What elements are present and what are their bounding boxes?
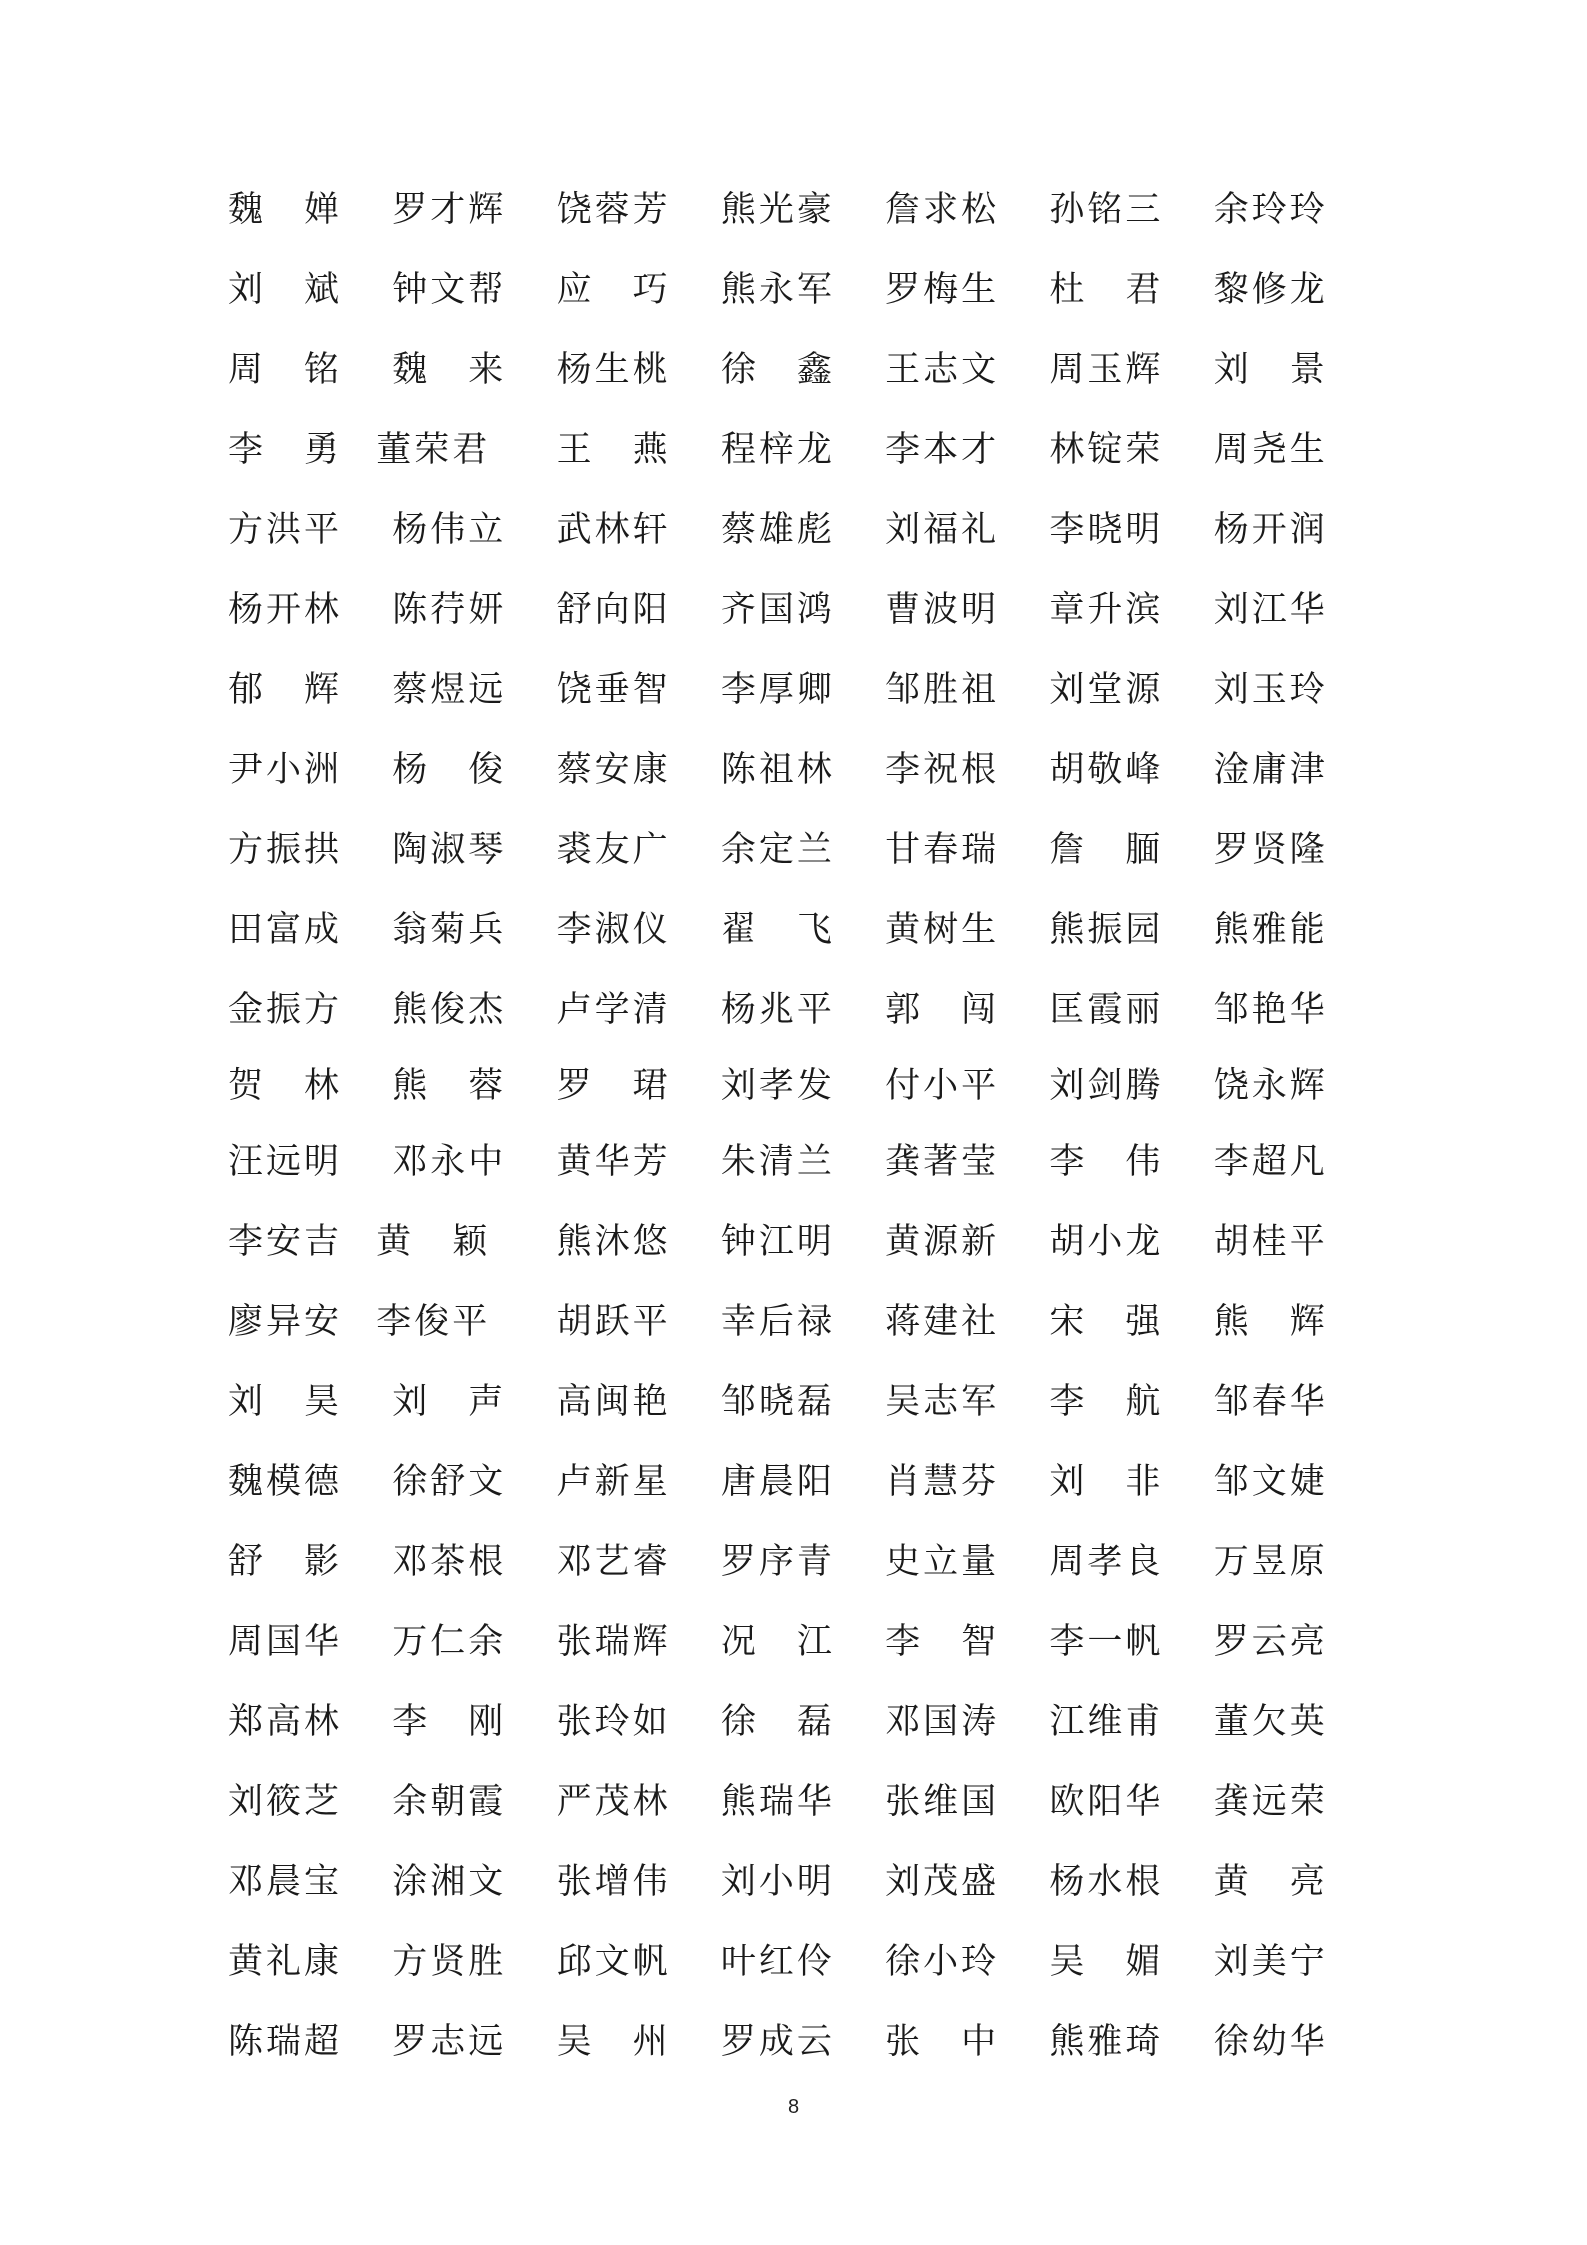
name-entry: 周 铭	[228, 349, 343, 390]
name-entry: 刘堂源	[1049, 669, 1164, 710]
name-entry: 杜 君	[1049, 269, 1164, 310]
name-entry: 黄 亮	[1213, 1861, 1328, 1902]
name-row	[228, 1682, 1378, 1762]
name-entry: 龚著莹	[885, 1141, 1000, 1182]
name-row	[228, 250, 1378, 330]
name-entry: 陈祖林	[720, 749, 835, 790]
name-entry: 刘美宁	[1213, 1941, 1328, 1982]
name-entry: 钟江明	[720, 1221, 835, 1262]
name-entry: 卢学清	[556, 989, 671, 1030]
name-entry: 刘茂盛	[885, 1861, 1000, 1902]
name-entry: 余玲玲	[1213, 189, 1328, 230]
name-entry: 涂湘文	[392, 1861, 507, 1902]
name-entry: 周国华	[228, 1621, 343, 1662]
name-entry: 郑高林	[228, 1701, 343, 1742]
name-row	[228, 650, 1378, 730]
name-entry: 李本才	[885, 429, 1000, 470]
name-entry: 熊雅能	[1213, 909, 1328, 950]
name-entry: 黄礼康	[228, 1941, 343, 1982]
name-entry: 王志文	[885, 349, 1000, 390]
name-entry: 邓国涛	[885, 1701, 1000, 1742]
name-entry: 杨 俊	[392, 749, 507, 790]
name-row	[228, 1202, 1378, 1282]
name-entry: 罗贤隆	[1213, 829, 1328, 870]
name-entry: 方洪平	[228, 509, 343, 550]
name-row	[228, 730, 1378, 810]
name-entry: 甘春瑞	[885, 829, 1000, 870]
name-entry: 刘江华	[1213, 589, 1328, 630]
name-entry: 李 智	[885, 1621, 1000, 1662]
name-entry: 齐国鸿	[720, 589, 835, 630]
name-entry: 方贤胜	[392, 1941, 507, 1982]
name-entry: 江维甫	[1049, 1701, 1164, 1742]
name-list	[228, 170, 1378, 2082]
name-entry: 蔡煜远	[392, 669, 507, 710]
name-entry: 匡霞丽	[1049, 989, 1164, 1030]
name-entry: 贺 林	[228, 1065, 343, 1106]
name-entry: 余朝霞	[392, 1781, 507, 1822]
name-entry: 周尧生	[1213, 429, 1328, 470]
name-entry: 邹艳华	[1213, 989, 1328, 1030]
name-row	[228, 1050, 1378, 1122]
name-entry: 徐舒文	[392, 1461, 507, 1502]
name-entry: 杨伟立	[392, 509, 507, 550]
name-entry: 罗志远	[392, 2021, 507, 2062]
name-entry: 詹求松	[885, 189, 1000, 230]
name-entry: 熊雅琦	[1049, 2021, 1164, 2062]
name-entry: 周孝良	[1049, 1541, 1164, 1582]
name-entry: 翟 飞	[720, 909, 835, 950]
name-entry: 邹胜祖	[885, 669, 1000, 710]
name-entry: 舒向阳	[556, 589, 671, 630]
name-entry: 李 航	[1049, 1381, 1164, 1422]
name-entry: 刘小明	[720, 1861, 835, 1902]
name-entry: 肖慧芬	[885, 1461, 1000, 1502]
name-entry: 杨水根	[1049, 1861, 1164, 1902]
name-row	[228, 1522, 1378, 1602]
name-entry: 方振拱	[228, 829, 343, 870]
name-entry: 罗才辉	[392, 189, 507, 230]
name-entry: 张 中	[885, 2021, 1000, 2062]
name-entry: 罗 珺	[556, 1065, 671, 1106]
name-entry: 刘福礼	[885, 509, 1000, 550]
name-entry: 胡桂平	[1213, 1221, 1328, 1262]
name-entry: 淦庸津	[1213, 749, 1328, 790]
name-entry: 金振方	[228, 989, 343, 1030]
name-entry: 叶红伶	[720, 1941, 835, 1982]
name-entry: 胡小龙	[1049, 1221, 1164, 1262]
name-entry: 熊永军	[720, 269, 835, 310]
name-entry: 刘玉玲	[1213, 669, 1328, 710]
name-entry: 陈瑞超	[228, 2021, 343, 2062]
name-row	[228, 170, 1378, 250]
name-row	[228, 1762, 1378, 1842]
name-entry: 吴 媚	[1049, 1941, 1164, 1982]
name-entry: 裘友广	[556, 829, 671, 870]
name-entry: 熊 蓉	[392, 1065, 507, 1106]
name-entry: 杨兆平	[720, 989, 835, 1030]
name-row	[228, 490, 1378, 570]
name-entry: 罗梅生	[885, 269, 1000, 310]
name-entry: 刘 非	[1049, 1461, 1164, 1502]
name-entry: 李超凡	[1213, 1141, 1328, 1182]
name-row	[228, 1282, 1378, 1362]
name-entry: 张瑞辉	[556, 1621, 671, 1662]
name-entry: 郁 辉	[228, 669, 343, 710]
name-entry: 熊俊杰	[392, 989, 507, 1030]
name-entry: 付小平	[885, 1065, 1000, 1106]
name-entry: 应 巧	[556, 269, 671, 310]
name-entry: 蒋建社	[885, 1301, 1000, 1342]
name-entry: 蔡安康	[556, 749, 671, 790]
name-entry: 蔡雄彪	[720, 509, 835, 550]
name-entry: 邱文帆	[556, 1941, 671, 1982]
name-entry: 李祝根	[885, 749, 1000, 790]
name-entry: 李 刚	[392, 1701, 507, 1742]
name-entry: 刘 景	[1213, 349, 1328, 390]
name-entry: 周玉辉	[1049, 349, 1164, 390]
name-entry: 郭 闯	[885, 989, 1000, 1030]
name-row	[228, 1922, 1378, 2002]
name-entry: 朱清兰	[720, 1141, 835, 1182]
name-entry: 熊 辉	[1213, 1301, 1328, 1342]
name-entry: 邓艺睿	[556, 1541, 671, 1582]
name-entry: 罗成云	[720, 2021, 835, 2062]
name-entry: 邓晨宝	[228, 1861, 343, 1902]
name-entry: 黄 颖	[376, 1221, 491, 1262]
page-number: 8	[787, 2096, 800, 2118]
name-entry: 幸后禄	[720, 1301, 835, 1342]
name-entry: 张玲如	[556, 1701, 671, 1742]
name-entry: 李 勇	[228, 429, 343, 470]
name-entry: 唐晨阳	[720, 1461, 835, 1502]
name-row	[228, 1442, 1378, 1522]
name-entry: 徐 鑫	[720, 349, 835, 390]
name-entry: 饶垂智	[556, 669, 671, 710]
name-entry: 徐 磊	[720, 1701, 835, 1742]
name-entry: 刘 斌	[228, 269, 343, 310]
name-entry: 章升滨	[1049, 589, 1164, 630]
name-entry: 邓茶根	[392, 1541, 507, 1582]
name-entry: 熊沐悠	[556, 1221, 671, 1262]
name-entry: 田富成	[228, 909, 343, 950]
name-entry: 余定兰	[720, 829, 835, 870]
name-entry: 龚远荣	[1213, 1781, 1328, 1822]
name-entry: 曹波明	[885, 589, 1000, 630]
name-row	[228, 1122, 1378, 1202]
name-entry: 张增伟	[556, 1861, 671, 1902]
name-entry: 万昱原	[1213, 1541, 1328, 1582]
name-row	[228, 2002, 1378, 2082]
name-entry: 魏 婵	[228, 189, 343, 230]
name-entry: 董荣君	[376, 429, 491, 470]
name-entry: 邹文婕	[1213, 1461, 1328, 1502]
name-entry: 刘 昊	[228, 1381, 343, 1422]
name-entry: 邓永中	[392, 1141, 507, 1182]
name-entry: 詹 腼	[1049, 829, 1164, 870]
name-entry: 李厚卿	[720, 669, 835, 710]
name-entry: 魏模德	[228, 1461, 343, 1502]
name-entry: 杨开林	[228, 589, 343, 630]
name-entry: 饶永辉	[1213, 1065, 1328, 1106]
name-entry: 宋 强	[1049, 1301, 1164, 1342]
name-entry: 杨生桃	[556, 349, 671, 390]
name-entry: 黄华芳	[556, 1141, 671, 1182]
name-entry: 黎修龙	[1213, 269, 1328, 310]
name-row	[228, 1602, 1378, 1682]
name-entry: 史立量	[885, 1541, 1000, 1582]
name-entry: 翁菊兵	[392, 909, 507, 950]
name-entry: 刘孝发	[720, 1065, 835, 1106]
name-entry: 严茂林	[556, 1781, 671, 1822]
name-entry: 董欠英	[1213, 1701, 1328, 1742]
name-entry: 王 燕	[556, 429, 671, 470]
name-entry: 杨开润	[1213, 509, 1328, 550]
name-entry: 刘剑腾	[1049, 1065, 1164, 1106]
name-entry: 万仁余	[392, 1621, 507, 1662]
name-entry: 廖异安	[228, 1301, 343, 1342]
name-entry: 李安吉	[228, 1221, 343, 1262]
name-entry: 汪远明	[228, 1141, 343, 1182]
name-entry: 高闽艳	[556, 1381, 671, 1422]
name-row	[228, 330, 1378, 410]
name-entry: 刘筱芝	[228, 1781, 343, 1822]
name-entry: 罗云亮	[1213, 1621, 1328, 1662]
name-entry: 胡敬峰	[1049, 749, 1164, 790]
name-entry: 吴 州	[556, 2021, 671, 2062]
name-entry: 徐小玲	[885, 1941, 1000, 1982]
name-entry: 刘 声	[392, 1381, 507, 1422]
name-row	[228, 810, 1378, 890]
name-entry: 程梓龙	[720, 429, 835, 470]
name-entry: 况 江	[720, 1621, 835, 1662]
name-entry: 卢新星	[556, 1461, 671, 1502]
name-entry: 邹晓磊	[720, 1381, 835, 1422]
name-row	[228, 410, 1378, 490]
name-entry: 饶蓉芳	[556, 189, 671, 230]
name-entry: 黄树生	[885, 909, 1000, 950]
name-entry: 罗序青	[720, 1541, 835, 1582]
name-entry: 李淑仪	[556, 909, 671, 950]
name-entry: 欧阳华	[1049, 1781, 1164, 1822]
name-row	[228, 890, 1378, 970]
name-entry: 李俊平	[376, 1301, 491, 1342]
name-entry: 徐幼华	[1213, 2021, 1328, 2062]
name-entry: 熊光豪	[720, 189, 835, 230]
name-entry: 李一帆	[1049, 1621, 1164, 1662]
name-entry: 武林轩	[556, 509, 671, 550]
name-entry: 钟文帮	[392, 269, 507, 310]
name-row	[228, 1842, 1378, 1922]
name-entry: 林锭荣	[1049, 429, 1164, 470]
name-entry: 李 伟	[1049, 1141, 1164, 1182]
name-entry: 熊瑞华	[720, 1781, 835, 1822]
name-row	[228, 1362, 1378, 1442]
name-entry: 魏 来	[392, 349, 507, 390]
name-entry: 张维国	[885, 1781, 1000, 1822]
name-entry: 陶淑琴	[392, 829, 507, 870]
name-row	[228, 970, 1378, 1050]
name-entry: 陈荇妍	[392, 589, 507, 630]
name-entry: 胡跃平	[556, 1301, 671, 1342]
name-entry: 熊振园	[1049, 909, 1164, 950]
name-entry: 邹春华	[1213, 1381, 1328, 1422]
name-entry: 吴志军	[885, 1381, 1000, 1422]
name-entry: 尹小洲	[228, 749, 343, 790]
name-entry: 黄源新	[885, 1221, 1000, 1262]
name-row	[228, 570, 1378, 650]
name-entry: 李晓明	[1049, 509, 1164, 550]
name-entry: 舒 影	[228, 1541, 343, 1582]
name-entry: 孙铭三	[1049, 189, 1164, 230]
